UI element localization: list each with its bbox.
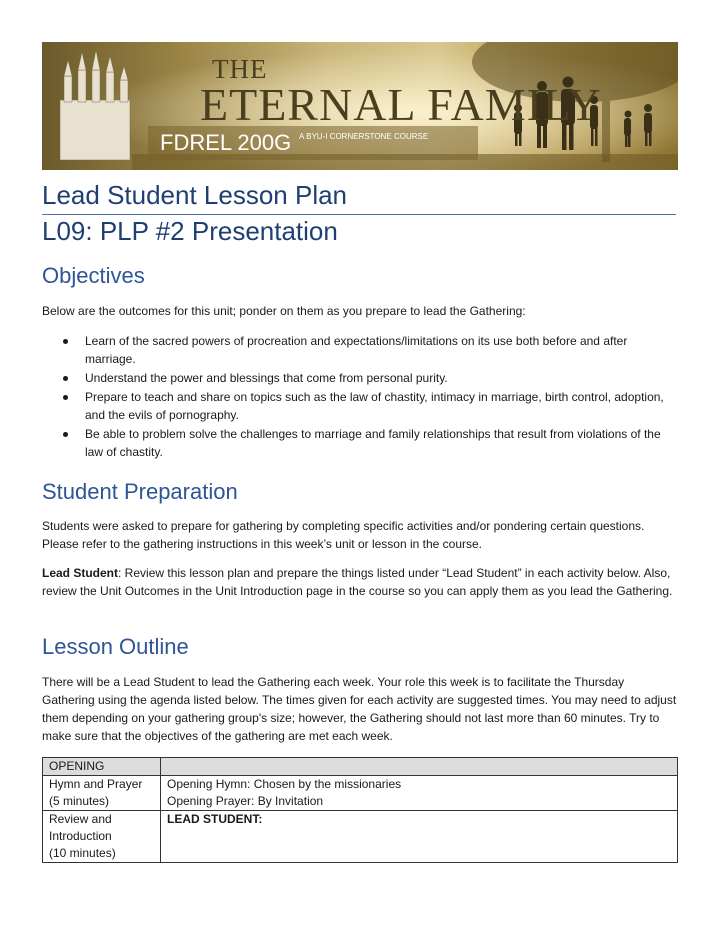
table-row	[43, 758, 678, 776]
table-row	[43, 776, 678, 811]
outline-para: There will be a Lead Student to lead the Gathering each week. Your role this week is to facilitate the Thursday Gathering using the agenda listed below. The times given for each activity are suggested times. You may need to adjust them depending on your gathering group's size; however, the Gathering should not last more than 60 minutes. Try to make sure that the objectives of the gathering are met each week.	[42, 675, 677, 743]
objectives-list	[42, 332, 678, 462]
list-item: Learn of the sacred powers of procreation and expectations/limitations on its use both before and after marriage.	[42, 332, 678, 368]
page-title: Lead Student Lesson Plan	[42, 180, 348, 210]
table-cell-details	[161, 811, 678, 863]
detail-line: LEAD STUDENT:	[167, 812, 263, 826]
list-item: Understand the power and blessings that come from personal purity.	[42, 369, 678, 387]
table-cell-activity	[43, 811, 161, 863]
banner-course-code: FDREL 200G	[160, 130, 292, 155]
lesson-outline-table	[42, 757, 678, 863]
activity-name: Hymn and Prayer	[49, 777, 143, 791]
table-cell-details	[161, 776, 678, 811]
banner-title-line1: THE	[212, 54, 268, 84]
activity-time: (10 minutes)	[49, 846, 116, 860]
activity-time: (5 minutes)	[49, 794, 110, 808]
outline-heading: Lesson Outline	[42, 634, 189, 659]
course-banner	[42, 42, 678, 170]
preparation-para2-text: : Review this lesson plan and prepare the things listed under “Lead Student” in each activity below. Also, review the Unit Outcomes in the Unit Introduction page in the course so you can apply them as you lead the Gathering.	[42, 566, 673, 598]
list-item: Prepare to teach and share on topics such as the law of chastity, intimacy in marriage, birth control, adoption, and the evils of pornography.	[42, 388, 678, 424]
page-subtitle: L09: PLP #2 Presentation	[42, 216, 338, 246]
banner-course-note: A BYU-I CORNERSTONE COURSE	[299, 132, 429, 141]
table-section-empty	[161, 758, 678, 776]
objectives-intro: Below are the outcomes for this unit; ponder on them as you prepare to lead the Gathering:	[42, 304, 526, 318]
detail-line: Opening Prayer: By Invitation	[167, 794, 324, 808]
preparation-para2	[42, 564, 678, 600]
preparation-para1: Students were asked to prepare for gathering by completing specific activities and/or pondering certain questions. Please refer to the gathering instructions in this week’s unit or lesson in the course.	[42, 519, 645, 551]
banner-title-line2: ETERNAL FAMILY	[200, 79, 602, 130]
activity-name: Review and Introduction	[49, 812, 112, 843]
lead-student-label: Lead Student	[42, 566, 119, 580]
table-row	[43, 811, 678, 863]
preparation-heading: Student Preparation	[42, 479, 238, 504]
table-section-label: OPENING	[43, 758, 161, 776]
detail-line: Opening Hymn: Chosen by the missionaries	[167, 777, 402, 791]
list-item: Be able to problem solve the challenges to marriage and family relationships that result from violations of the law of chastity.	[42, 425, 678, 461]
objectives-heading: Objectives	[42, 263, 145, 288]
table-cell-activity	[43, 776, 161, 811]
title-divider	[42, 214, 676, 215]
